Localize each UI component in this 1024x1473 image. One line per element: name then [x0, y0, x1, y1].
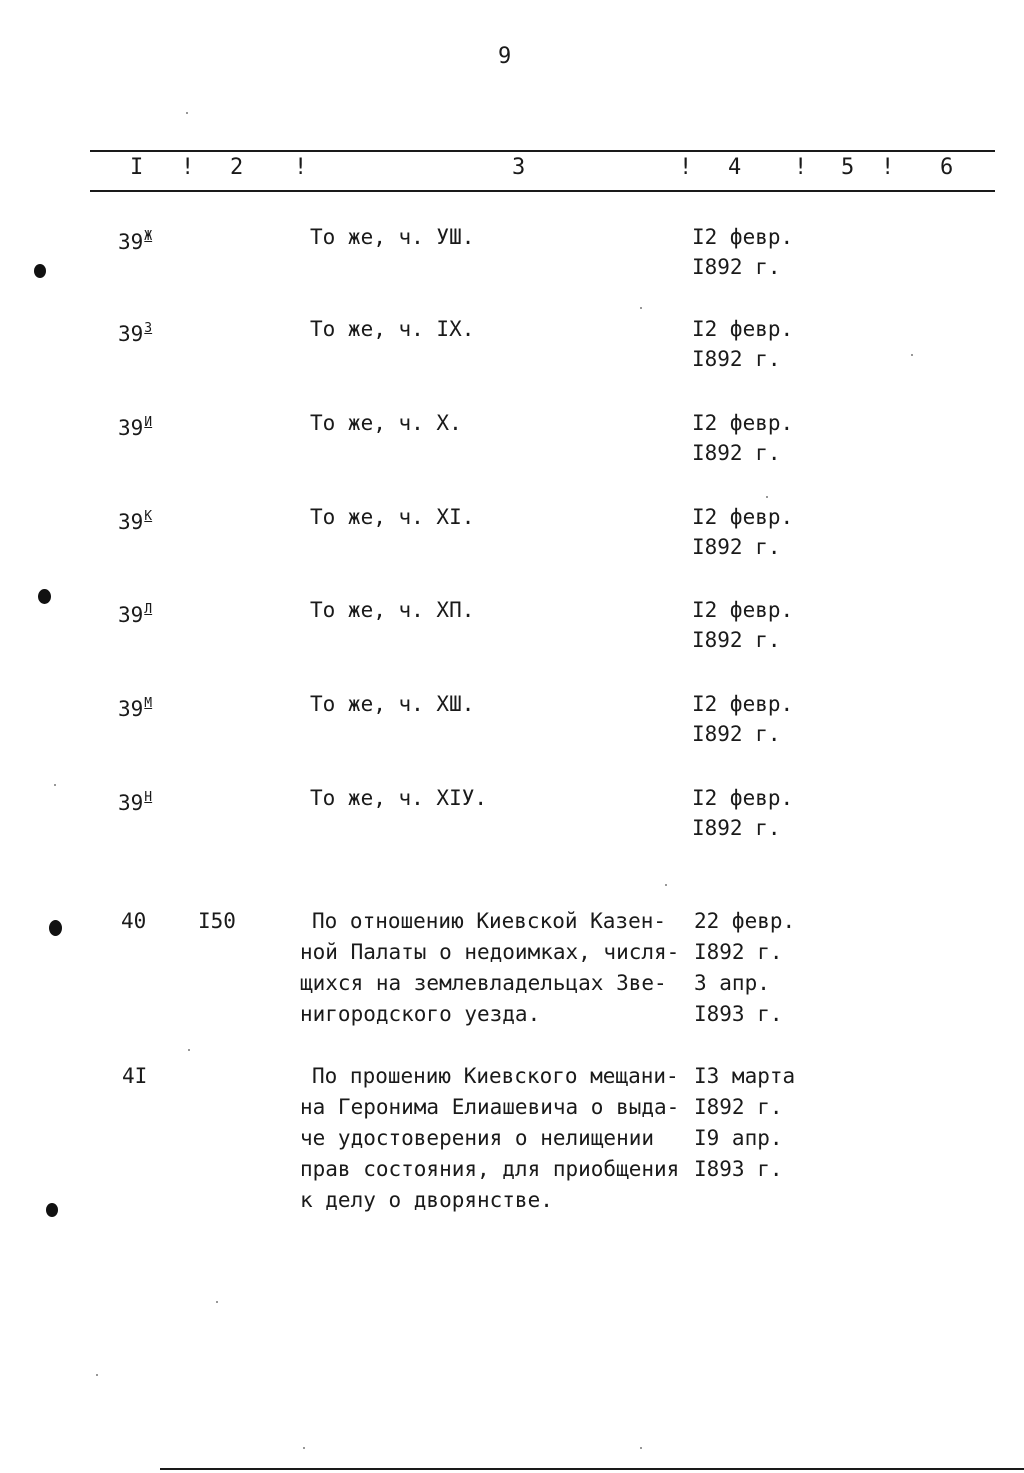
paper-speck	[640, 307, 642, 309]
row-date-line: I2 февр.	[692, 317, 794, 341]
header-top-rule	[90, 150, 995, 152]
row-number: $39^Л$	[118, 602, 153, 627]
row-number: $39^Ж$	[118, 229, 153, 254]
row-date-line: I3 марта	[694, 1064, 796, 1088]
row-number-suffix: М	[144, 696, 153, 711]
row-date-line: I9 апр.	[694, 1126, 783, 1150]
row-number-suffix: Л	[144, 602, 153, 617]
row-description-line: По отношению Киевской Казен-	[312, 909, 667, 933]
row-number-suffix: Н	[144, 790, 153, 805]
row-number: $39^Н$	[118, 790, 153, 815]
row-number: $39^М$	[118, 696, 153, 721]
bottom-edge-rule	[160, 1468, 1024, 1470]
row-number: $39^К$	[118, 509, 153, 534]
row-date-line: I892 г.	[694, 1095, 783, 1119]
row-date-line: 22 февр.	[694, 909, 796, 933]
binding-hole-mark	[38, 589, 51, 604]
row-number: $39^И$	[118, 415, 153, 440]
row-date-line: I893 г.	[694, 1002, 783, 1026]
row-description: То же, ч. X.	[310, 411, 462, 435]
paper-speck	[54, 784, 56, 786]
paper-speck	[911, 354, 913, 356]
row-date-line: I2 февр.	[692, 225, 794, 249]
row-date-line: I2 февр.	[692, 411, 794, 435]
row-description-line: прав состояния, для приобщения	[300, 1157, 680, 1181]
binding-hole-mark	[34, 264, 46, 278]
row-number-suffix: И	[144, 415, 153, 430]
header-sep1: !	[181, 155, 195, 180]
row-date-line: I892 г.	[694, 940, 783, 964]
row-date-line: I892 г.	[692, 535, 781, 559]
paper-speck	[766, 496, 768, 498]
header-col1: I	[130, 155, 144, 180]
row-description: То же, ч. ХШ.	[310, 692, 475, 716]
row-number: $39^З$	[118, 321, 153, 346]
row-col2: I50	[198, 909, 236, 933]
row-description: То же, ч. XI.	[310, 505, 475, 529]
header-col5: 5	[841, 155, 855, 180]
row-date-line: I2 февр.	[692, 786, 794, 810]
row-description-line: на Геронима Елиашевича о выда-	[300, 1095, 680, 1119]
row-description: То же, ч. XIУ.	[310, 786, 488, 810]
row-description-line: щихся на землевладельцах Зве-	[300, 971, 667, 995]
row-date-line: I892 г.	[692, 722, 781, 746]
row-description: То же, ч. УШ.	[310, 225, 475, 249]
paper-speck	[188, 1049, 190, 1051]
row-description-line: По прошению Киевского мещани-	[312, 1064, 679, 1088]
paper-speck	[640, 1447, 642, 1449]
row-date-line: I892 г.	[692, 255, 781, 279]
row-date-line: 3 апр.	[694, 971, 770, 995]
row-description-line: нигородского уезда.	[300, 1002, 541, 1026]
row-date-line: I892 г.	[692, 441, 781, 465]
paper-speck	[186, 112, 188, 114]
row-number-suffix: К	[144, 509, 153, 524]
paper-speck	[216, 1301, 218, 1303]
row-date-line: I892 г.	[692, 628, 781, 652]
row-description-line: ной Палаты о недоимках, числя-	[300, 940, 680, 964]
row-date-line: I893 г.	[694, 1157, 783, 1181]
row-number-suffix: Ж	[144, 229, 153, 244]
header-sep5: !	[881, 155, 895, 180]
header-sep3: !	[679, 155, 693, 180]
row-number: 40	[121, 909, 147, 933]
header-sep4: !	[794, 155, 808, 180]
row-date-line: I892 г.	[692, 347, 781, 371]
binding-hole-mark	[46, 1203, 58, 1217]
row-description: То же, ч. ХП.	[310, 598, 475, 622]
header-bottom-rule	[90, 190, 995, 192]
row-number: 4I	[122, 1064, 148, 1088]
header-sep2: !	[294, 155, 308, 180]
header-col3: 3	[512, 155, 526, 180]
paper-speck	[665, 884, 667, 886]
binding-hole-mark	[49, 920, 62, 936]
paper-speck	[303, 1447, 305, 1449]
paper-speck	[96, 1374, 98, 1376]
header-col4: 4	[728, 155, 742, 180]
header-col2: 2	[230, 155, 244, 180]
row-date-line: I892 г.	[692, 816, 781, 840]
page-number: 9	[498, 44, 512, 69]
row-number-suffix: З	[144, 321, 153, 336]
row-date-line: I2 февр.	[692, 598, 794, 622]
row-date-line: I2 февр.	[692, 692, 794, 716]
header-col6: 6	[940, 155, 954, 180]
row-description-line: че удостоверения о нелищении	[300, 1126, 655, 1150]
row-description-line: к делу о дворянстве.	[300, 1188, 553, 1212]
row-description: То же, ч. IX.	[310, 317, 475, 341]
row-date-line: I2 февр.	[692, 505, 794, 529]
